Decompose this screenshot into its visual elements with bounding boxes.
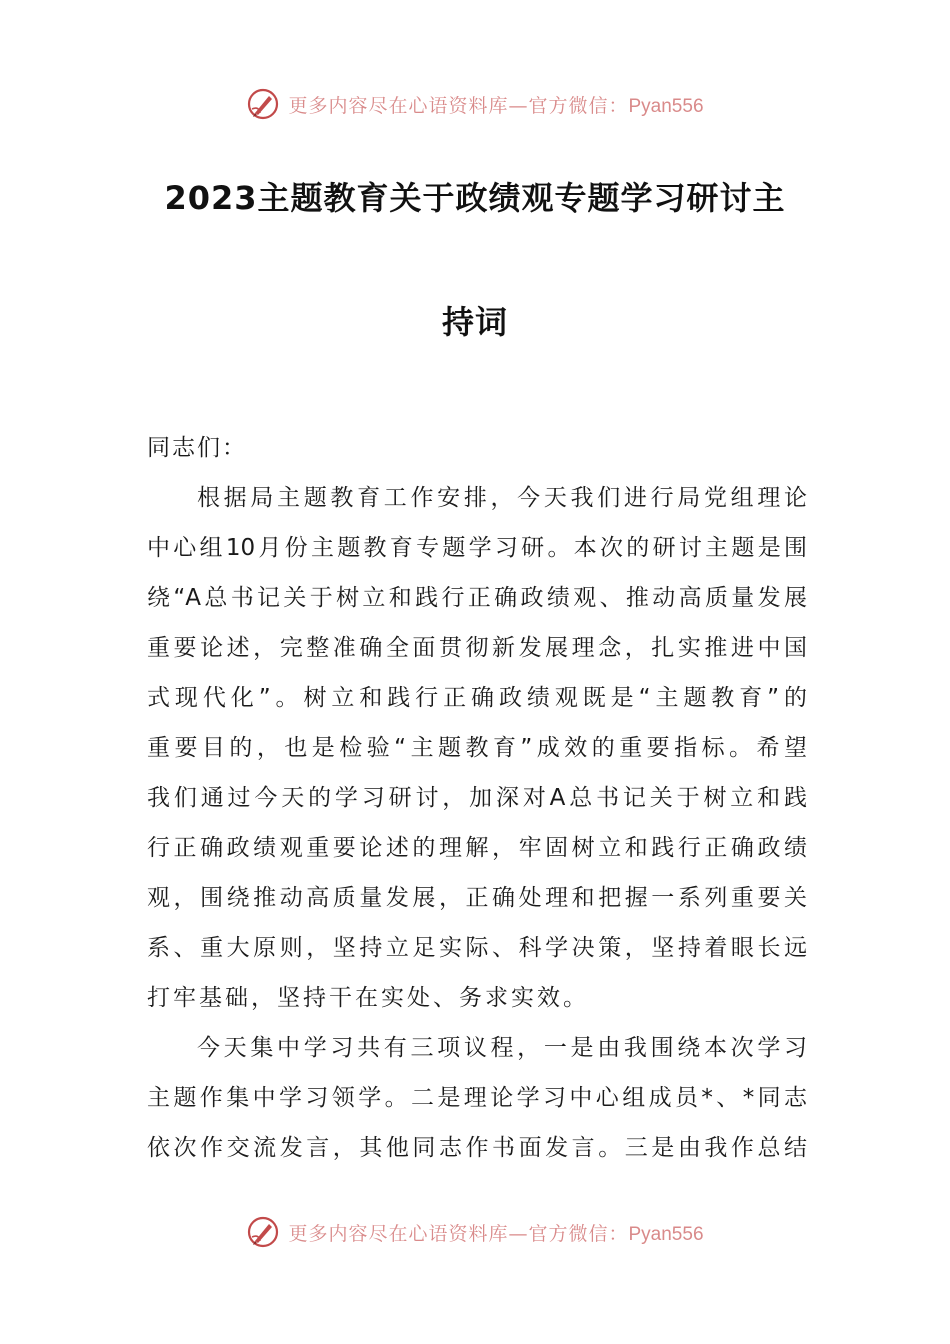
- paragraph-1-line: 系、重大原则，坚持立足实际、科学决策，坚持着眼长远: [147, 935, 807, 961]
- paragraph-2-line: 依次作交流发言，其他同志作书面发言。三是由我作总结: [147, 1135, 807, 1161]
- footer-watermark: [0, 1212, 950, 1252]
- paragraph-1-line: 我们通过今天的学习研讨，加深对A总书记关于树立和践: [147, 785, 807, 811]
- document-body: [147, 423, 807, 1173]
- pen-logo-icon: [246, 87, 280, 121]
- paragraph-1-line: 重要论述，完整准确全面贯彻新发展理念，扎实推进中国: [147, 635, 807, 661]
- paragraph-1-line: 打牢基础，坚持干在实处、务求实效。: [147, 985, 589, 1011]
- paragraph-1-line: 中心组10月份主题教育专题学习研。本次的研讨主题是围: [147, 535, 807, 561]
- watermark-text: 更多内容尽在心语资料库—官方微信：Pyan556: [288, 1222, 704, 1245]
- paragraph-1-line: 式现代化”。树立和践行正确政绩观既是“主题教育”的: [147, 685, 807, 711]
- paragraph-1-line: 观，围绕推动高质量发展，正确处理和把握一系列重要关: [147, 885, 807, 911]
- watermark-text: 更多内容尽在心语资料库—官方微信：Pyan556: [288, 94, 704, 117]
- paragraph-1-line: 行正确政绩观重要论述的理解，牢固树立和践行正确政绩: [147, 835, 807, 861]
- paragraph-1-line: 根据局主题教育工作安排，今天我们进行局党组理论: [197, 485, 807, 511]
- pen-logo-icon: [246, 1215, 280, 1249]
- salutation: 同志们：: [147, 435, 247, 461]
- paragraph-1-line: 重要目的，也是检验“主题教育”成效的重要指标。希望: [147, 735, 807, 761]
- paragraph-2-line: 主题作集中学习领学。二是理论学习中心组成员*、*同志: [147, 1085, 807, 1111]
- paragraph-2-line: 今天集中学习共有三项议程，一是由我围绕本次学习: [197, 1035, 807, 1061]
- header-watermark: [0, 84, 950, 124]
- document-title-line-1: 2023主题教育关于政绩观专题学习研讨主: [164, 179, 786, 217]
- document-title-line-2: 持词: [441, 303, 508, 341]
- paragraph-1-line: 绕“A总书记关于树立和践行正确政绩观、推动高质量发展: [147, 585, 807, 611]
